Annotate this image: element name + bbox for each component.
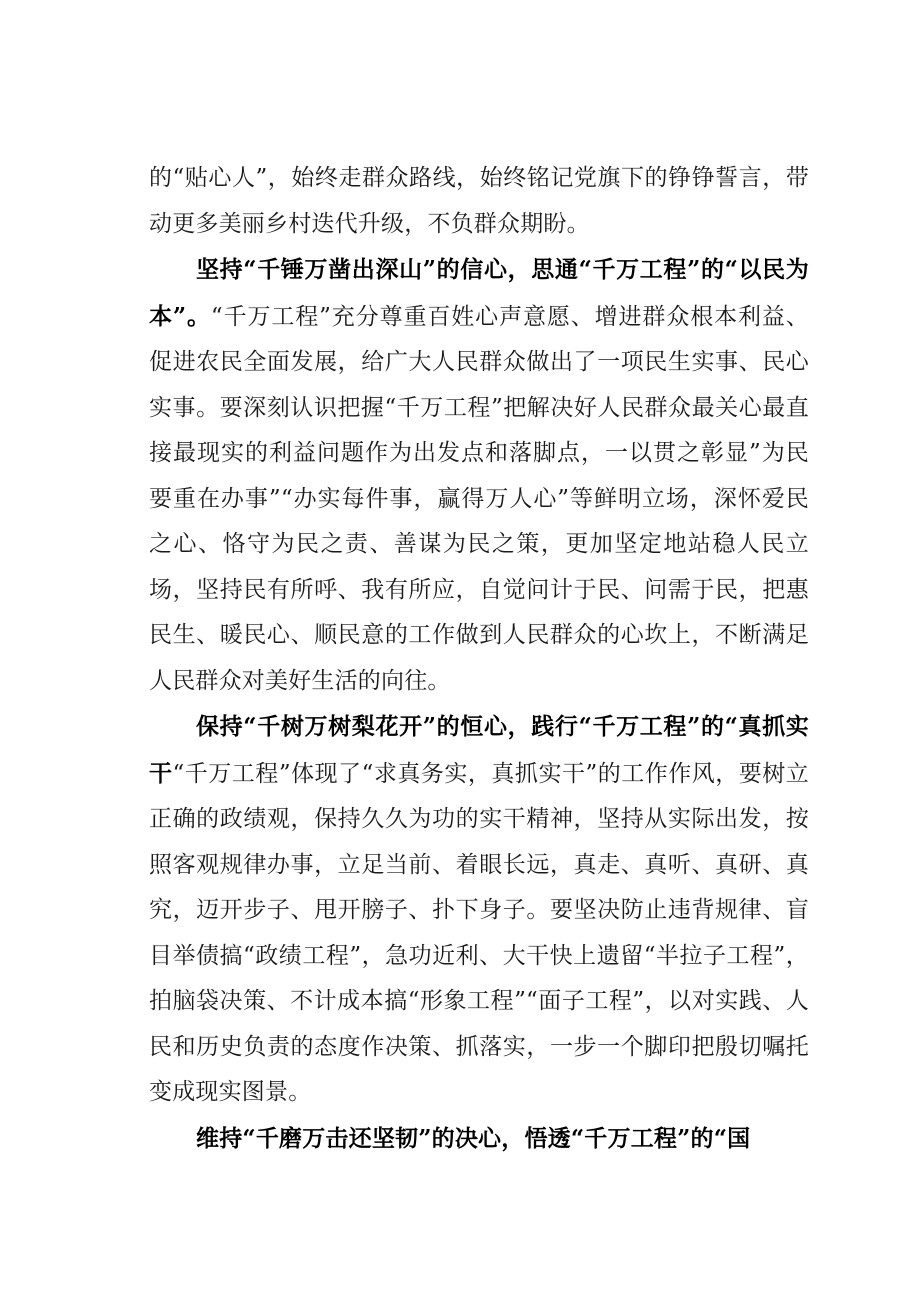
paragraph-2-body: “千万工程”充分尊重百姓心声意愿、增进群众根本利益、促进农民全面发展，给广大人民群众做出了一项民生实事、民心实事。要深刻认识把握“千万工程”把解决好人民群众最关心最直接最现实的利益问题作为出发点和落脚点，一以贯之彰显”为民要重在办事”“办实每件事，赢得万人心”等鲜明立场，深怀爱民之心、恪守为民之责、善谋为民之策，更加坚定地站稳人民立场，坚持民有所呼、我有所应，自觉问计于民、问需于民，把惠民生、暖民心、顺民意的工作做到人民群众的心坎上，不断满足人民群众对美好生活的向往。: [149, 303, 809, 694]
paragraph-4-lead: 维持“千磨万击还坚韧”的决心，悟透“千万工程”的“国: [196, 1124, 751, 1152]
paragraph-1: [149, 155, 809, 247]
paragraph-1-body: 的“贴心人”，始终走群众路线，始终铭记党旗下的铮铮誓言，带动更多美丽乡村迭代升级，不负群众期盼。: [149, 165, 809, 237]
paragraph-2: [149, 247, 809, 704]
paragraph-3: [149, 704, 809, 1116]
paragraph-3-body: “千万工程”体现了“求真务实，真抓实干”的工作作风，要树立正确的政绩观，保持久久为功的实干精神，坚持从实际出发，按照客观规律办事，立足当前、着眼长远，真走、真听、真研、真究，迈开步子、甩开膀子、扑下身子。要坚决防止违背规律、盲目举债搞“政绩工程”，急功近利、大干快上遗留“半拉子工程”，拍脑袋决策、不计成本搞“形象工程”“面子工程”，以对实践、人民和历史负责的态度作决策、抓落实，一步一个脚印把殷切嘱托变成现实图景。: [149, 760, 809, 1105]
paragraph-2-lead: 坚持“千锤万凿出深山”的信心，思通“千万工程”的“以民为本”。: [149, 256, 809, 330]
document-body: [149, 155, 809, 1162]
paragraph-4: [149, 1116, 809, 1163]
paragraph-3-lead: 保持“千树万树梨花开”的恒心，践行“千万工程”的“真抓实干: [149, 713, 809, 787]
